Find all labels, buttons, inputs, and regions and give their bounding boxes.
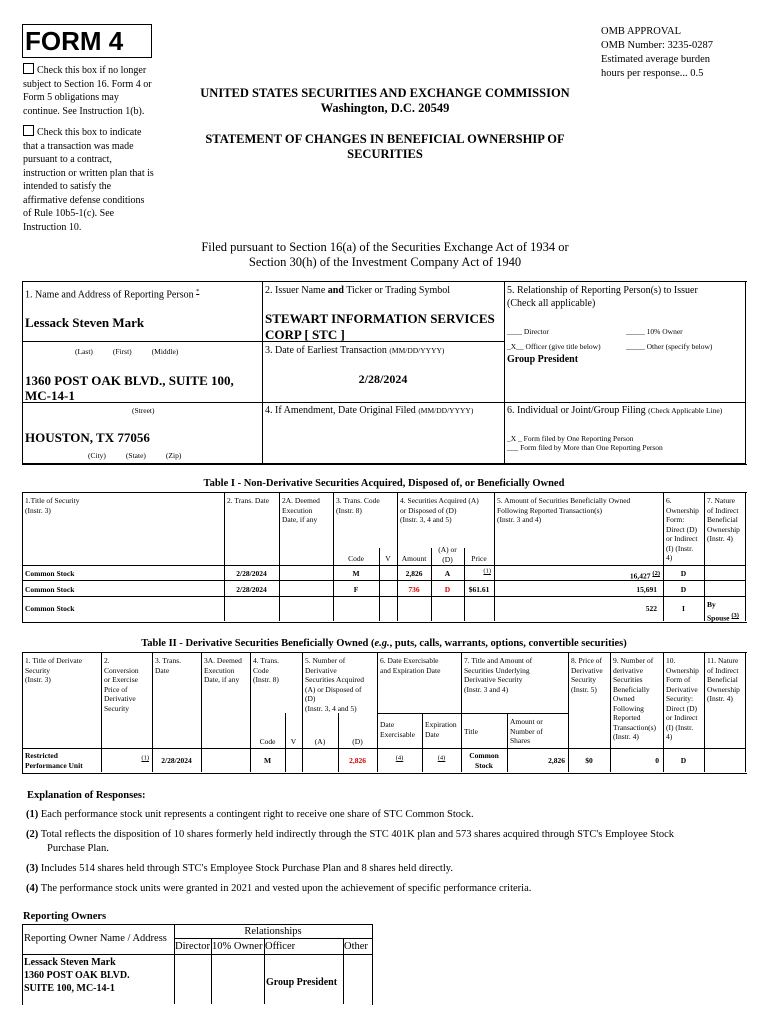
t1-h6: 6. Ownership Form: Direct (D) or Indirect (I) (Instr. 4) [666, 496, 699, 562]
t1-h2: 2. Trans. Date [227, 496, 270, 505]
street-address: 1360 POST OAK BLVD., SUITE 100, MC-14-1 [25, 373, 234, 403]
relationship-director: ____ Director [507, 327, 549, 336]
omb-approval: OMB APPROVAL OMB Number: 3235-0287 Estimated average burden hours per response... 0.5 [601, 26, 713, 79]
city-sublabels: (City) (State) (Zip) [88, 451, 182, 460]
checkbox-10b5: Check this box to indicate that a transaction was made pursuant to a contract, instruction or written plan that is intended to satisfy the affirmative defense conditions of Rule 10b5-1(c). See Instruction 10. [23, 127, 154, 233]
t1-sub-ad: (A) or (D) [438, 545, 457, 564]
box1-label: 1. Name and Address of Reporting Person * [25, 288, 200, 301]
t1-h1: 1.Title of Security (Instr. 3) [25, 496, 80, 515]
t2-h9: 9. Number of derivative Securities Beneficially Owned Following Reported Transaction(s) (Instr. 4) [613, 656, 657, 741]
officer-title: Group President [507, 354, 579, 365]
footnote-link[interactable]: (1) [483, 567, 491, 575]
t2-h1: 1. Title of Derivate Security (Instr. 3) [25, 656, 83, 684]
checkbox-section16: Check this box if no longer subject to Section 16. Form 4 or Form 5 obligations may continue. See Instruction 1(b). [23, 65, 152, 117]
relationship-officer: _X__ Officer (give title below) [507, 342, 601, 351]
table1-title: Table I - Non-Derivative Securities Acquired, Disposed of, or Beneficially Owned [203, 478, 565, 489]
t2-h3a: 3A. Deemed Execution Date, if any [204, 656, 242, 684]
owner-name-address: Lessack Steven Mark 1360 POST OAK BLVD. SUITE 100, MC-14-1 [24, 957, 130, 994]
owners-relationships: Relationships [244, 926, 302, 937]
owners-col-name: Reporting Owner Name / Address [24, 933, 167, 944]
reporting-owners-title: Reporting Owners [23, 911, 107, 922]
t1-h7: 7. Nature of Indirect Beneficial Ownership (Instr. 4) [707, 496, 740, 543]
box2-label: 2. Issuer Name and Ticker or Trading Symbol [265, 285, 451, 296]
t1-sub-amount: Amount [401, 554, 427, 563]
t2-h8: 8. Price of Derivative Security (Instr. 5) [571, 656, 603, 694]
t2-h4: 4. Trans. Code (Instr. 8) [253, 656, 280, 684]
relationship-ten-pct: _____ 10% Owner [626, 327, 683, 336]
agency-heading: UNITED STATES SECURITIES AND EXCHANGE COMMISSION Washington, D.C. 20549 [200, 86, 570, 115]
table-row: Common Stock [25, 604, 75, 613]
footnote-link[interactable]: (3) [731, 612, 739, 619]
footnote-link[interactable]: (4) [395, 754, 404, 762]
filing-more: ___ Form filed by More than One Reporting Person [507, 443, 663, 452]
t2-h6: 6. Date Exercisable and Expiration Date [380, 656, 441, 675]
table-row: Common Stock [25, 585, 75, 594]
t2-h2: 2. Conversion or Exercise Price of Derivative Security [104, 656, 139, 713]
t2-h10: 10. Ownership Form of Derivative Security: Direct (D) or Indirect (I) (Instr. 4) [666, 656, 699, 741]
table-row: Common Stock [25, 569, 75, 578]
footnote-link[interactable]: (4) [437, 754, 446, 762]
box4-label: 4. If Amendment, Date Original Filed (MM/DD/YYYY) [265, 405, 474, 416]
reporting-person-name: Lessack Steven Mark [25, 315, 145, 330]
t2-h7: 7. Title and Amount of Securities Underlying Derivative Security (Instr. 3 and 4) [464, 656, 533, 694]
table-row: Restricted Performance Unit [25, 751, 83, 770]
box5-label: 5. Relationship of Reporting Person(s) to Issuer (Check all applicable) [507, 285, 698, 309]
t1-sub-v: V [385, 554, 391, 563]
box6-label: 6. Individual or Joint/Group Filing (Check Applicable Line) [507, 405, 723, 416]
form-title: FORM 4 [25, 26, 124, 56]
t2-h5: 5. Number of Derivative Securities Acquired (A) or Disposed of (D) (Instr. 3, 4 and 5) [305, 656, 364, 713]
t1-h4: 4. Securities Acquired (A) or Disposed of (D) (Instr. 3, 4 and 5) [400, 496, 479, 524]
box3-label: 3. Date of Earliest Transaction (MM/DD/YYYY) [265, 345, 445, 356]
table2-title: Table II - Derivative Securities Beneficially Owned (e.g., puts, calls, warrants, options, convertible securities) [141, 638, 627, 649]
statement-heading: STATEMENT OF CHANGES IN BENEFICIAL OWNERSHIP OF SECURITIES [205, 132, 565, 161]
t1-sub-code: Code [348, 554, 364, 563]
t1-sub-price: Price [471, 554, 487, 563]
rule-10b5-checkbox[interactable] [23, 125, 34, 136]
filing-one: _X _ Form filed by One Reporting Person [507, 434, 634, 443]
city-state-zip: HOUSTON, TX 77056 [25, 430, 150, 445]
section16-checkbox[interactable] [23, 63, 34, 74]
owner-officer-title: Group President [266, 977, 338, 988]
earliest-transaction-date: 2/28/2024 [358, 372, 408, 386]
footnote-link[interactable]: (1) [141, 754, 149, 762]
t2-h3: 3. Trans. Date [155, 656, 182, 675]
name-sublabels: (Last) (First) (Middle) [75, 347, 179, 356]
explanation-title: Explanation of Responses: [27, 790, 146, 801]
filed-pursuant: Filed pursuant to Section 16(a) of the Securities Exchange Act of 1934 or Section 30(h) of the Investment Company Act of 1940 [201, 240, 569, 269]
street-label: (Street) [132, 406, 155, 415]
t1-h5: 5. Amount of Securities Beneficially Owned Following Reported Transaction(s) (Instr. 3 and 4) [497, 496, 631, 524]
footnote-link[interactable]: (2) [652, 570, 660, 577]
t1-h2a: 2A. Deemed Execution Date, if any [282, 496, 320, 524]
issuer-name: STEWART INFORMATION SERVICES CORP [ STC ] [265, 311, 495, 342]
relationship-other: _____ Other (specify below) [626, 342, 713, 351]
form-title-box [22, 24, 152, 58]
explanation-list: (1) Each performance stock unit represents a contingent right to receive one share of STC Common Stock. (2) Total reflects the disposition of 10 shares formerly held indirectly through the STC 401K plan and 573 shares acquired through STC's Employee Stock Purchase Plan. (3) Includes 514 shares held through STC's Employee Stock Purchase Plan and 8 shares held directly. (4) The performance stock units were granted in 2021 and vested upon the achievement of specific performance criteria. [26, 809, 675, 894]
t2-h11: 11. Nature of Indirect Beneficial Ownership (Instr. 4) [707, 656, 740, 703]
t1-h3: 3. Trans. Code (Instr. 8) [336, 496, 380, 515]
